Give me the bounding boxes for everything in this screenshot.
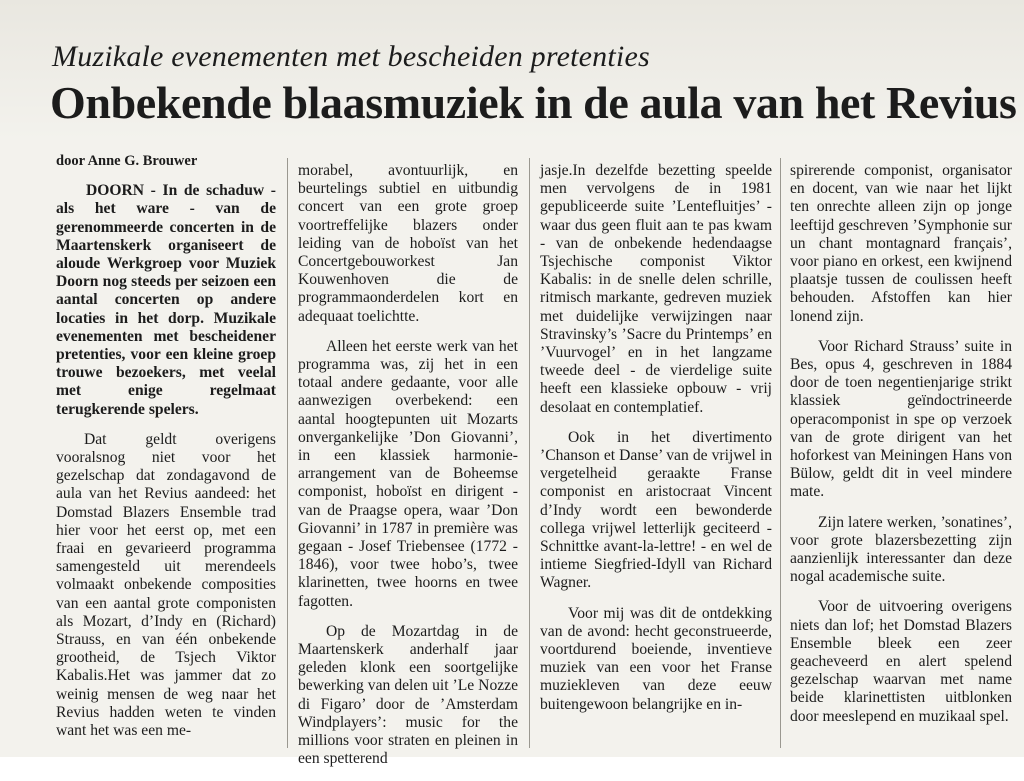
column-rule (529, 158, 530, 748)
body-paragraph: Dat geldt overigens vooralsnog niet voor het gezelschap dat zondagavond de aula van het Revius aandeed: het Domstad Blazers Ensemble trad hier voor het eerst op, met een fraai en gevarieerd programma samengesteld uit merendeels volmaakt onbekende composities van een aantal grote componisten als Mozart, d’Indy en (Richard) Strauss, en van één onbekende grootheid, de Tsjech Viktor Kabalis.Het was jammer dat zo weinig mensen de weg naar het Revius hadden weten te vinden want het was een me- (56, 430, 276, 740)
body-paragraph: morabel, avontuurlijk, en beurtelings subtiel en uitbundig concert van een grote groep voortreffelijke blazers onder leiding van de hoboïst van het Concertgebouworkest Jan Kouwenhoven die de programmaonderdelen kort en adequaat toelichtte. (298, 162, 518, 325)
headline: Onbekende blaasmuziek in de aula van het Revius (50, 77, 1017, 128)
body-paragraph: spirerende componist, organisator en docent, van wie naar het lijkt ten onrechte alleen zijn op jonge leeftijd geschreven ’Symphonie sur un chant montagnard français’, voor piano en orkest, een kwijnend plaatsje tussen de coulissen heeft behouden. Afstoffen kan hier lonend zijn. (790, 162, 1012, 325)
article-column-4 (790, 162, 1012, 738)
column-rule (780, 158, 781, 748)
body-paragraph: Voor Richard Strauss’ suite in Bes, opus 4, geschreven in 1884 door de toen negentienjarige strikt klassiek geïndoctrineerde operacomponist in spe op verzoek van de grote dirigent van het hoforkest van Meiningen Hans von Bülow, geldt dit in veel mindere mate. (790, 337, 1012, 501)
kicker: Muzikale evenementen met bescheiden pretenties (52, 40, 650, 73)
article-column-3 (540, 162, 772, 726)
body-paragraph: Op de Mozartdag in de Maartenskerk anderhalf jaar geleden klonk een soortgelijke bewerking van delen uit ’Le Nozze di Figaro’ door de ’Amsterdam Windplayers’: music for the millions voor straten en pleinen in een spetterend (298, 622, 518, 768)
lead-paragraph: DOORN - In de schaduw - als het ware - van de gerenommeerde concerten in de Maartenskerk organiseert de aloude Werkgroep voor Muziek Doorn nog steeds per seizoen een aantal concerten op andere locaties in het dorp. Muzikale evenementen met bescheidener pretenties, voor een kleine groep trouwe bezoekers, met veelal met enige regelmaat terugkerende spelers. (56, 182, 276, 418)
body-paragraph: jasje.In dezelfde bezetting speelde men vervolgens de in 1981 gepubliceerde suite ’Lentefluitjes’ - waar dus geen fluit aan te pas kwam - van de onbekende hedendaagse Tsjechische componist Viktor Kabalis: in de snelle delen schrille, ritmisch markante, gedreven muziek met duidelijke verwijzingen naar Stravinsky’s ’Sacre du Printemps’ en ’Vuurvogel’ en in het langzame tweede deel - de vierdelige suite heeft een klassieke opbouw - vrij desolaat en contemplatief. (540, 162, 772, 416)
body-paragraph: Alleen het eerste werk van het programma was, zij het in een totaal andere gedaante, voor alle aanwezigen overbekend: een aantal hoogtepunten uit Mozarts onvergankelijke ’Don Giovanni’, in een klassiek harmonie-arrangement van de Boheemse componist, hoboïst en dirigent - van de Praagse opera, waar ’Don Giovanni’ in 1787 in première was gegaan - Josef Triebensee (1772 - 1846), voor twee hobo’s, twee klarinetten, twee hoorns en twee fagotten. (298, 337, 518, 610)
byline: door Anne G. Brouwer (56, 153, 198, 169)
article-column-2 (298, 162, 518, 781)
body-paragraph: Ook in het divertimento ’Chanson et Danse’ van de vrijwel in vergetelheid geraakte Franse componist en aristocraat Vincent d’Indy wordt een bewonderde collega vrijwel letterlijk geciteerd - Schnittke avant-la-lettre! - en wel de intieme Siegfried-Idyll van Richard Wagner. (540, 428, 772, 592)
body-paragraph: Voor mij was dit de ontdekking van de avond: hecht geconstrueerde, voortdurend boeiende, inventieve muziek van een voor het Franse muziekleven van deze eeuw buitengewoon belangrijke en in- (540, 604, 772, 713)
body-paragraph: Voor de uitvoering overigens niets dan lof; het Domstad Blazers Ensemble bleek een zeer geacheveerd en alert spelend gezelschap waarvan met name beide klarinettisten uitblonken door meeslepend en muzikaal spel. (790, 598, 1012, 725)
body-paragraph: Zijn latere werken, ’sonatines’, voor grote blazersbezetting zijn aanzienlijk interessanter dan deze nogal academische suite. (790, 513, 1012, 586)
column-rule (287, 158, 288, 748)
article-column-1 (56, 152, 276, 752)
